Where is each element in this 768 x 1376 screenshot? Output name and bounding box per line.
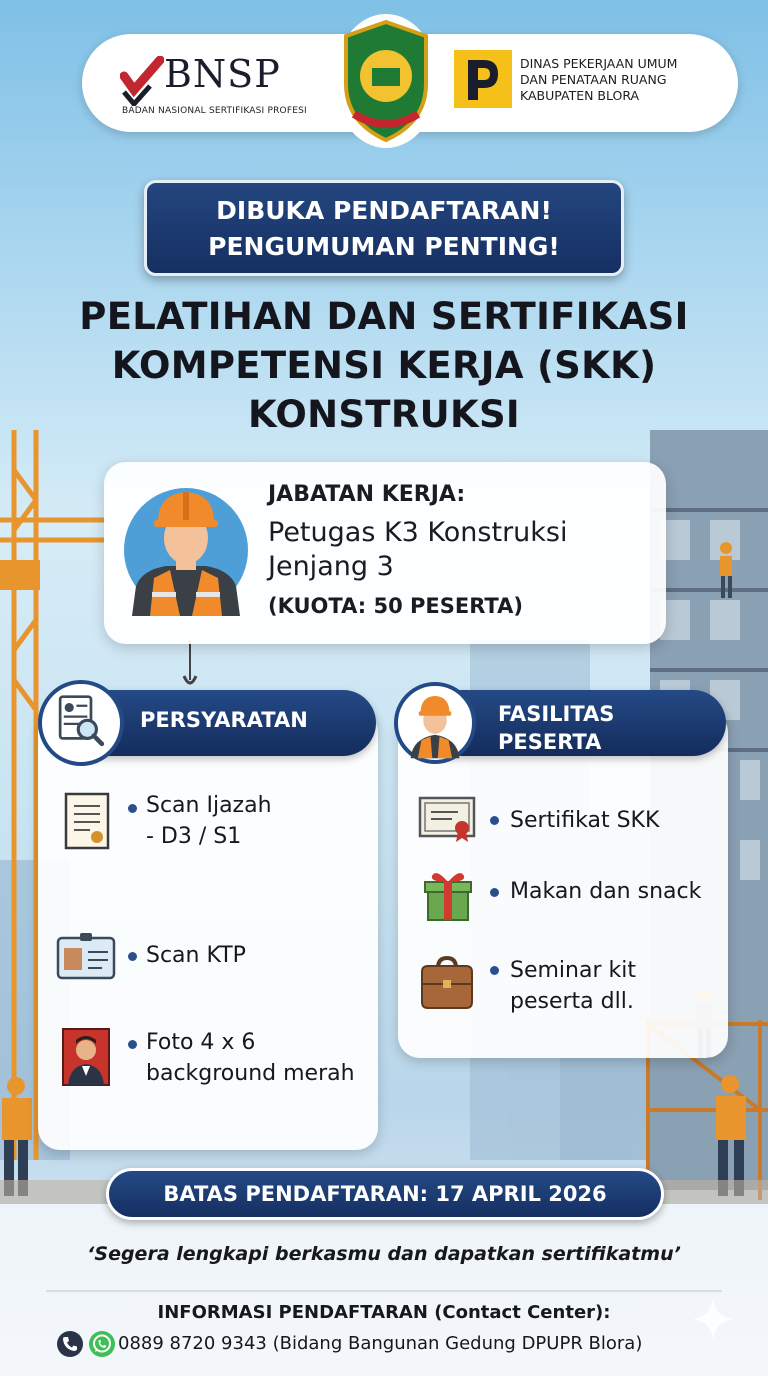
facility-item-meal <box>510 876 701 907</box>
contact-phone-line: 0889 8720 9343 (Bidang Bangunan Gedung DPUPR Blora) <box>118 1333 643 1354</box>
department-name <box>520 56 677 104</box>
requirement-line: background merah <box>146 1061 355 1086</box>
title-line-2: KOMPETENSI KERJA (SKK) <box>111 344 657 387</box>
briefcase-icon <box>418 954 476 1010</box>
registration-deadline-banner: BATAS PENDAFTARAN: 17 APRIL 2026 <box>106 1168 664 1220</box>
bullet-dot <box>128 952 137 961</box>
id-card-icon <box>56 932 116 980</box>
facility-line: Makan dan snack <box>510 879 702 904</box>
bullet-dot <box>128 804 137 813</box>
facility-item-seminar-kit <box>510 955 636 1017</box>
notice-line-2: PENGUMUMAN PENTING! <box>208 232 560 261</box>
facility-item-certificate <box>510 805 659 836</box>
document-search-icon <box>42 684 120 762</box>
facility-line: peserta dll. <box>510 989 634 1014</box>
job-quota: (KUOTA: 50 PESERTA) <box>268 594 523 618</box>
requirement-line: Scan Ijazah <box>146 793 272 818</box>
title-line-1: PELATIHAN DAN SERTIFIKASI <box>79 295 689 338</box>
bullet-dot <box>490 816 499 825</box>
pupr-logo-icon <box>454 50 512 108</box>
bnsp-subtitle: BADAN NASIONAL SERTIFIKASI PROFESI <box>122 106 307 116</box>
bnsp-logo <box>120 52 310 122</box>
main-title <box>20 292 748 439</box>
job-label: JABATAN KERJA: <box>268 482 466 507</box>
portrait-photo-icon <box>62 1028 110 1086</box>
department-line-1: DINAS PEKERJAAN UMUM <box>520 56 678 71</box>
certificate-icon <box>418 796 476 842</box>
requirements-icon-badge <box>38 680 124 766</box>
bullet-dot <box>490 888 499 897</box>
requirement-item-ktp <box>146 940 246 971</box>
facilities-icon-badge <box>394 682 476 764</box>
department-line-2: DAN PENATAAN RUANG <box>520 72 667 87</box>
requirement-item-photo <box>146 1027 355 1089</box>
requirement-line: - D3 / S1 <box>146 824 242 849</box>
facility-line: Sertifikat SKK <box>510 808 660 833</box>
job-title-line-1: Petugas K3 Konstruksi <box>268 517 568 548</box>
sparkle-icon <box>690 1296 736 1342</box>
job-title-line-2: Jenjang 3 <box>268 551 394 582</box>
title-line-3: KONSTRUKSI <box>248 393 520 436</box>
gift-box-icon <box>424 868 472 922</box>
requirements-heading: PERSYARATAN <box>140 708 308 732</box>
department-line-3: KABUPATEN BLORA <box>520 88 640 103</box>
registration-notice-banner <box>144 180 624 276</box>
requirement-line: Scan KTP <box>146 943 246 968</box>
whatsapp-icon <box>88 1330 116 1358</box>
divider <box>46 1290 722 1292</box>
phone-icon <box>56 1330 84 1358</box>
regency-emblem-icon <box>334 14 438 148</box>
facility-line: Seminar kit <box>510 958 636 983</box>
bullet-dot <box>128 1040 137 1049</box>
notice-line-1: DIBUKA PENDAFTARAN! <box>216 196 552 225</box>
worker-badge-icon <box>398 686 472 760</box>
tagline: ‘Segera lengkapi berkasmu dan dapatkan sertifikatmu’ <box>87 1243 681 1265</box>
facilities-heading <box>498 700 614 756</box>
contact-heading: INFORMASI PENDAFTARAN (Contact Center): <box>157 1302 611 1323</box>
facilities-heading-line-1: FASILITAS <box>498 702 615 726</box>
bnsp-check-mark-icon <box>120 56 164 106</box>
construction-worker-icon <box>122 480 250 616</box>
bullet-dot <box>490 966 499 975</box>
job-title <box>268 516 568 584</box>
facilities-heading-line-2: PESERTA <box>498 730 602 754</box>
requirement-item-ijazah <box>146 790 272 852</box>
diploma-icon <box>64 792 110 850</box>
requirement-line: Foto 4 x 6 <box>146 1030 256 1055</box>
bnsp-title: BNSP <box>164 52 281 96</box>
